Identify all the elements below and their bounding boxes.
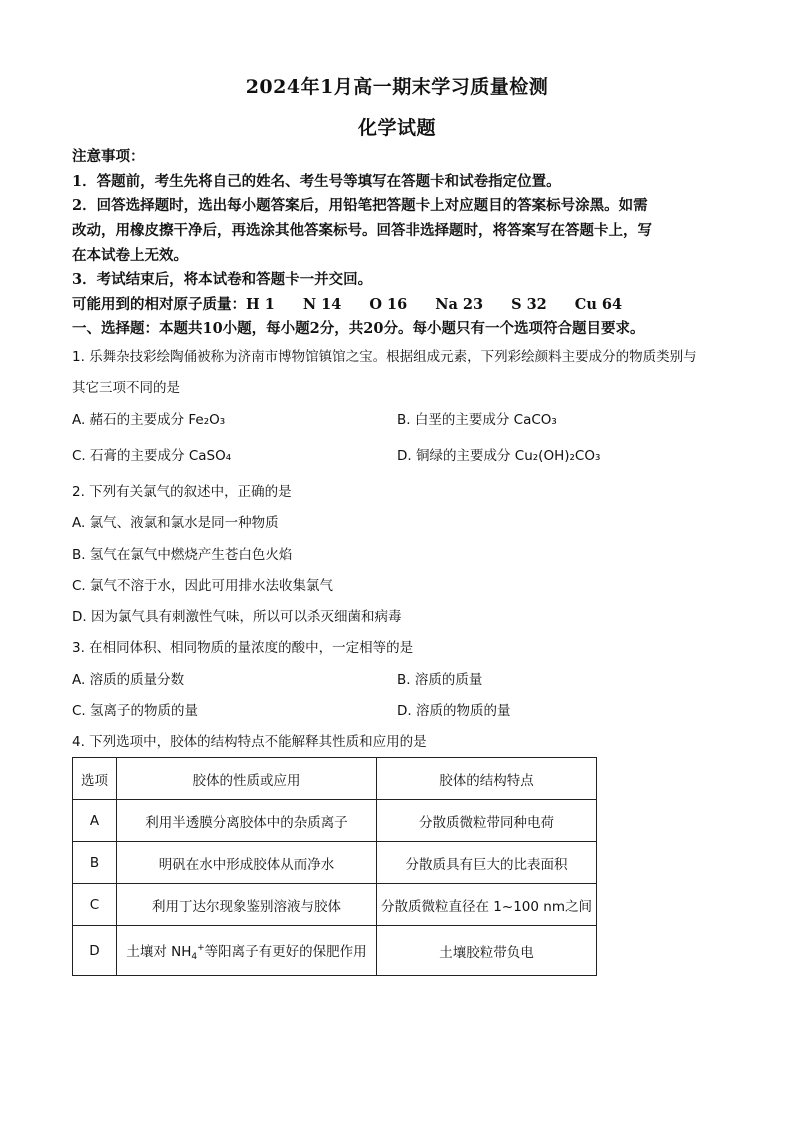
q1-option-c [72,446,231,466]
notice-heading: 注意事项： [72,148,145,165]
notice-item-2-line-1: 2．回答选择题时，选出每小题答案后，用铅笔把答题卡上对应题目的答案标号涂黑。如需 [72,197,648,214]
q1-option-a-formula: Fe₂O₃ [188,412,226,428]
q4-row-b-option: B [73,842,117,884]
table-row [73,800,597,842]
q1-option-a-text: A. 赭石的主要成分 [72,412,185,428]
atomic-mass-h: H 1 [246,296,275,313]
q2-option-c: C. 氯气不溶于水，因此可用排水法收集氯气 [72,578,334,594]
q2-stem: 2. 下列有关氯气的叙述中，正确的是 [72,484,292,500]
q4-row-d-ion-superscript: + [197,942,205,953]
q1-option-c-text: C. 石膏的主要成分 [72,448,185,464]
q3-option-c: C. 氢离子的物质的量 [72,703,199,719]
q4-row-b-feature: 分散质具有巨大的比表面积 [377,842,597,884]
atomic-mass-s: S 32 [511,296,547,313]
q3-stem: 3. 在相同体积、相同物质的量浓度的酸中，一定相等的是 [72,640,414,656]
notice-item-3: 3．考试结束后，将本试卷和答题卡一并交回。 [72,271,373,288]
q3-option-d: D. 溶质的物质的量 [397,703,511,719]
notice-item-2-line-3: 在本试卷上无效。 [72,247,188,264]
atomic-mass-label: 可能用到的相对原子质量： [72,296,246,313]
q4-header-feature: 胶体的结构特点 [377,758,597,800]
q4-row-d-property-post: 等阳离子有更好的保肥作用 [204,943,367,960]
q2-option-a: A. 氯气、液氯和氯水是同一种物质 [72,515,279,531]
q4-row-d-property-pre: 土壤对 NH [126,943,192,960]
q4-row-b-property: 明矾在水中形成胶体从而净水 [117,842,377,884]
q4-stem: 4. 下列选项中，胶体的结构特点不能解释其性质和应用的是 [72,734,427,750]
q2-option-b: B. 氢气在氯气中燃烧产生苍白色火焰 [72,547,293,563]
q4-row-d-feature: 土壤胶粒带负电 [377,926,597,976]
table-row [73,926,597,976]
q1-option-d [397,446,600,466]
q1-option-c-formula: CaSO₄ [188,448,232,464]
q1-option-b [397,410,557,430]
q4-row-d-property [117,926,377,976]
section-1-heading: 一、选择题：本题共10小题，每小题2分，共20分。每小题只有一个选项符合题目要求。 [72,320,645,337]
q3-option-b: B. 溶质的质量 [397,672,483,688]
q1-stem-line-1: 1. 乐舞杂技彩绘陶俑被称为济南市博物馆镇馆之宝。根据组成元素，下列彩绘颜料主要成分的物质类别与 [72,349,697,365]
q4-table [72,757,597,976]
atomic-mass-na: Na 23 [435,296,484,313]
q1-option-b-text: B. 白垩的主要成分 [397,412,510,428]
q4-row-c-property: 利用丁达尔现象鉴别溶液与胶体 [117,884,377,926]
q1-stem-line-2: 其它三项不同的是 [72,380,180,396]
atomic-mass-cu: Cu 64 [574,296,623,313]
q4-row-d-ion-subscript: 4 [191,951,198,962]
q4-header-option: 选项 [73,758,117,800]
table-row [73,842,597,884]
notice-item-2-line-2: 改动，用橡皮擦干净后，再选涂其他答案标号。回答非选择题时，将答案写在答题卡上，写 [72,222,652,239]
q4-row-c-option: C [73,884,117,926]
q1-option-b-formula: CaCO₃ [513,412,557,428]
q1-option-d-formula: Cu₂(OH)₂CO₃ [514,448,601,464]
q4-row-a-option: A [73,800,117,842]
q4-row-a-property: 利用半透膜分离胶体中的杂质离子 [117,800,377,842]
table-row [73,884,597,926]
notice-item-1: 1．答题前，考生先将自己的姓名、考生号等填写在答题卡和试卷指定位置。 [72,173,561,190]
atomic-mass-o: O 16 [369,296,408,313]
q1-option-d-text: D. 铜绿的主要成分 [397,448,511,464]
q4-header-property: 胶体的性质或应用 [117,758,377,800]
atomic-mass-n: N 14 [302,296,342,313]
q4-row-c-feature: 分散质微粒直径在 1~100 nm之间 [377,884,597,926]
q4-row-d-option: D [73,926,117,976]
q4-table-header-row [73,758,597,800]
q2-option-d: D. 因为氯气具有刺激性气味，所以可以杀灭细菌和病毒 [72,609,402,625]
q3-option-a: A. 溶质的质量分数 [72,672,185,688]
q4-row-a-feature: 分散质微粒带同种电荷 [377,800,597,842]
q1-option-a [72,410,225,430]
exam-subtitle: 化学试题 [357,117,436,139]
exam-title: 2024年1月高一期末学习质量检测 [245,76,549,98]
atomic-mass-line [72,295,622,315]
